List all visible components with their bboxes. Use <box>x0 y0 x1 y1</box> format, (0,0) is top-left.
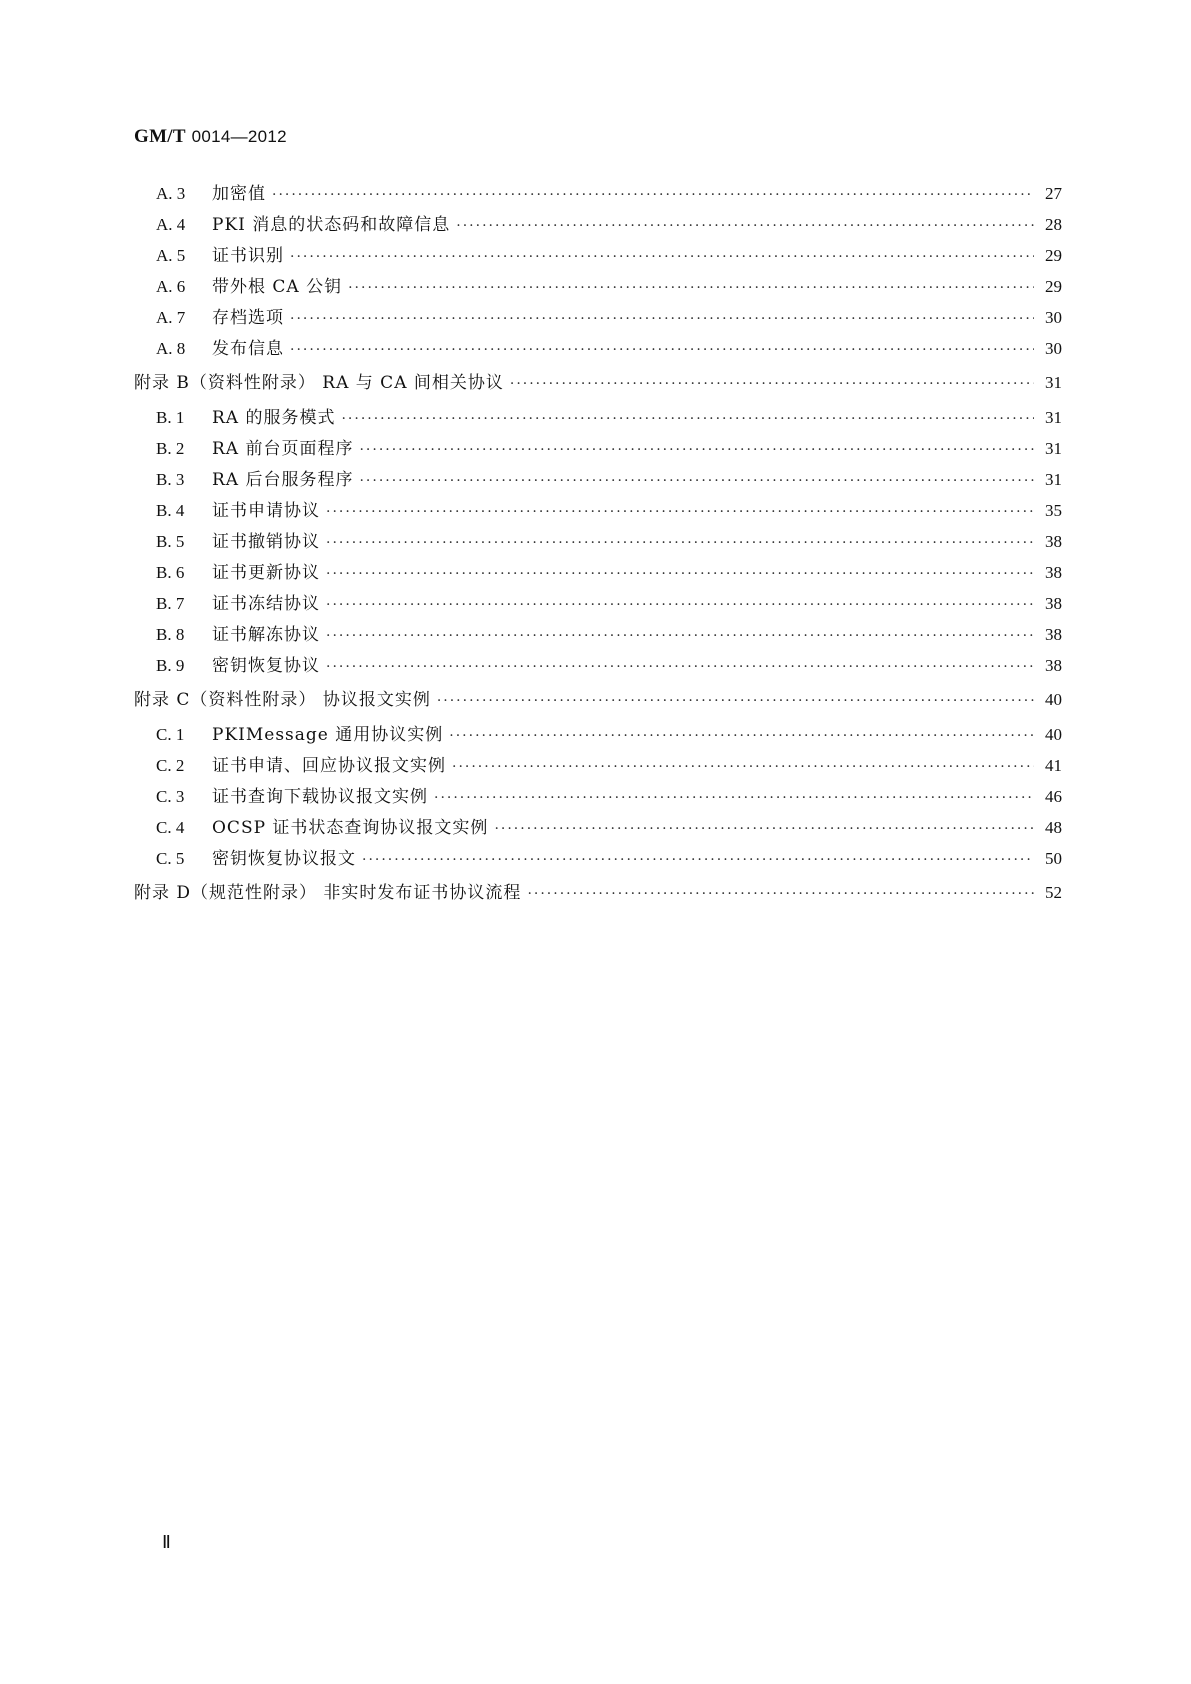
toc-entry-title: PKI 消息的状态码和故障信息 <box>212 215 451 235</box>
toc-entry-number: A. 5 <box>156 246 186 265</box>
toc-entry-title: RA 前台页面程序 <box>212 439 354 459</box>
toc-dot-leader <box>359 466 1034 497</box>
toc-entry-title: 附录 B（资料性附录） RA 与 CA 间相关协议 <box>134 373 504 393</box>
toc-entry-title: 证书申请、回应协议报文实例 <box>212 756 446 776</box>
toc-entry-title: 密钥恢复协议 <box>212 656 320 676</box>
toc-section-entry[interactable] <box>134 812 1062 843</box>
toc-entry-number: B. 5 <box>156 532 185 551</box>
toc-entry-title: 证书查询下载协议报文实例 <box>212 787 428 807</box>
toc-dot-leader <box>449 721 1034 752</box>
toc-entry-page: 31 <box>1045 373 1062 392</box>
toc-entry-title: 密钥恢复协议报文 <box>212 849 356 869</box>
toc-section-entry[interactable] <box>134 495 1062 526</box>
toc-dot-leader <box>290 304 1034 335</box>
toc-dot-leader <box>456 211 1034 242</box>
toc-section-entry[interactable] <box>134 464 1062 495</box>
toc-entry-page: 38 <box>1045 563 1062 582</box>
toc-entry-number: B. 7 <box>156 594 185 613</box>
toc-entry-page: 52 <box>1045 883 1062 902</box>
toc-entry-page: 35 <box>1045 501 1062 520</box>
toc-entry-page: 46 <box>1045 787 1062 806</box>
toc-entry-title: RA 后台服务程序 <box>212 470 354 490</box>
toc-dot-leader <box>290 242 1034 273</box>
toc-entry-page: 30 <box>1045 339 1062 358</box>
toc-entry-number: B. 3 <box>156 470 185 489</box>
toc-entry-title: 附录 D（规范性附录） 非实时发布证书协议流程 <box>134 883 522 903</box>
toc-entry-page: 38 <box>1045 625 1062 644</box>
toc-entry-page: 29 <box>1045 277 1062 296</box>
toc-entry-page: 31 <box>1045 408 1062 427</box>
toc-entry-title: 证书撤销协议 <box>212 532 320 552</box>
toc-dot-leader <box>272 180 1034 211</box>
toc-entry-page: 38 <box>1045 594 1062 613</box>
toc-section-entry[interactable] <box>134 178 1062 209</box>
toc-entry-page: 38 <box>1045 656 1062 675</box>
toc-section-entry[interactable] <box>134 526 1062 557</box>
toc-section-entry[interactable] <box>134 750 1062 781</box>
toc-section-entry[interactable] <box>134 402 1062 433</box>
toc-section-entry[interactable] <box>134 271 1062 302</box>
toc-section-entry[interactable] <box>134 557 1062 588</box>
toc-entry-title: 证书解冻协议 <box>212 625 320 645</box>
toc-dot-leader <box>359 435 1034 466</box>
toc-section-entry[interactable] <box>134 588 1062 619</box>
toc-entry-number: A. 8 <box>156 339 186 358</box>
toc-dot-leader <box>510 365 1034 403</box>
document-header <box>134 126 287 148</box>
toc-entry-number: B. 8 <box>156 625 185 644</box>
toc-appendix-entry[interactable] <box>134 681 1062 719</box>
toc-entry-number: A. 7 <box>156 308 186 327</box>
toc-entry-title: PKIMessage 通用协议实例 <box>212 725 444 745</box>
toc-entry-number: C. 3 <box>156 787 185 806</box>
toc-dot-leader <box>326 559 1034 590</box>
toc-section-entry[interactable] <box>134 302 1062 333</box>
standard-number: 0014—2012 <box>191 127 287 146</box>
toc-dot-leader <box>527 875 1034 913</box>
toc-dot-leader <box>437 682 1034 720</box>
toc-section-entry[interactable] <box>134 619 1062 650</box>
toc-entry-number: A. 4 <box>156 215 186 234</box>
toc-entry-title: 存档选项 <box>212 308 284 328</box>
toc-dot-leader <box>452 752 1034 783</box>
toc-dot-leader <box>326 528 1034 559</box>
toc-dot-leader <box>326 497 1034 528</box>
toc-entry-title: 发布信息 <box>212 339 284 359</box>
toc-entry-number: B. 4 <box>156 501 185 520</box>
toc-dot-leader <box>348 273 1034 304</box>
toc-entry-number: A. 6 <box>156 277 186 296</box>
toc-entry-page: 29 <box>1045 246 1062 265</box>
toc-entry-page: 28 <box>1045 215 1062 234</box>
toc-entry-page: 48 <box>1045 818 1062 837</box>
toc-entry-number: B. 1 <box>156 408 185 427</box>
toc-section-entry[interactable] <box>134 333 1062 364</box>
toc-section-entry[interactable] <box>134 719 1062 750</box>
toc-entry-page: 31 <box>1045 439 1062 458</box>
toc-section-entry[interactable] <box>134 209 1062 240</box>
toc-entry-number: C. 2 <box>156 756 185 775</box>
toc-appendix-entry[interactable] <box>134 364 1062 402</box>
toc-entry-number: B. 2 <box>156 439 185 458</box>
toc-entry-title: 带外根 CA 公钥 <box>212 277 343 297</box>
toc-entry-number: B. 6 <box>156 563 185 582</box>
toc-entry-title: 附录 C（资料性附录） 协议报文实例 <box>134 690 431 710</box>
toc-dot-leader <box>326 652 1034 683</box>
toc-dot-leader <box>362 845 1034 876</box>
toc-entry-title: OCSP 证书状态查询协议报文实例 <box>212 818 489 838</box>
toc-entry-title: 证书冻结协议 <box>212 594 320 614</box>
toc-dot-leader <box>341 404 1034 435</box>
toc-entry-number: C. 5 <box>156 849 185 868</box>
toc-entry-page: 50 <box>1045 849 1062 868</box>
toc-section-entry[interactable] <box>134 433 1062 464</box>
page-number: Ⅱ <box>162 1532 171 1552</box>
toc-dot-leader <box>434 783 1034 814</box>
toc-entry-page: 31 <box>1045 470 1062 489</box>
toc-entry-page: 38 <box>1045 532 1062 551</box>
toc-entry-page: 40 <box>1045 725 1062 744</box>
toc-entry-title: 证书更新协议 <box>212 563 320 583</box>
toc-appendix-entry[interactable] <box>134 874 1062 912</box>
toc-entry-number: B. 9 <box>156 656 185 675</box>
toc-entry-title: 加密值 <box>212 184 266 204</box>
toc-dot-leader <box>326 590 1034 621</box>
toc-entry-title: 证书识别 <box>212 246 284 266</box>
toc-dot-leader <box>290 335 1034 366</box>
toc-entry-number: C. 4 <box>156 818 185 837</box>
toc-section-entry[interactable] <box>134 240 1062 271</box>
toc-section-entry[interactable] <box>134 843 1062 874</box>
toc-entry-title: RA 的服务模式 <box>212 408 336 428</box>
toc-entry-page: 41 <box>1045 756 1062 775</box>
table-of-contents <box>134 178 1062 912</box>
toc-dot-leader <box>326 621 1034 652</box>
toc-entry-title: 证书申请协议 <box>212 501 320 521</box>
standard-code: GM/T <box>134 126 186 147</box>
toc-entry-number: C. 1 <box>156 725 185 744</box>
toc-section-entry[interactable] <box>134 781 1062 812</box>
toc-section-entry[interactable] <box>134 650 1062 681</box>
toc-dot-leader <box>494 814 1034 845</box>
toc-entry-page: 30 <box>1045 308 1062 327</box>
toc-entry-page: 40 <box>1045 690 1062 709</box>
toc-entry-number: A. 3 <box>156 184 186 203</box>
toc-entry-page: 27 <box>1045 184 1062 203</box>
